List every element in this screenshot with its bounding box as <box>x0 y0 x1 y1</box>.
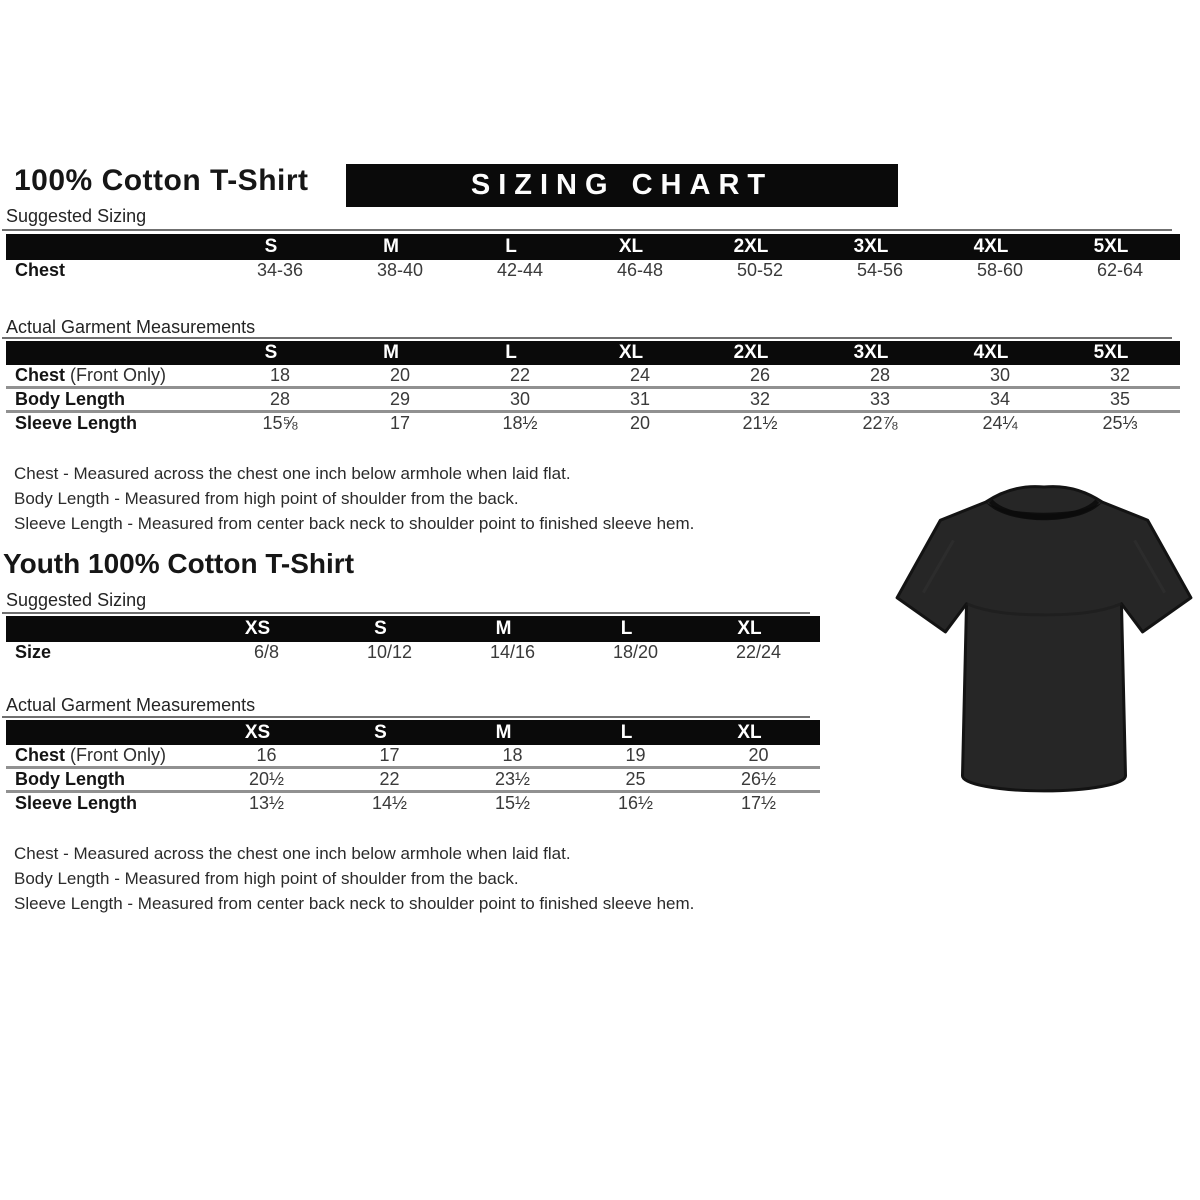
size-column-header: M <box>495 721 512 743</box>
size-column-header: S <box>264 236 278 257</box>
measurement-value: 28 <box>269 389 291 409</box>
tshirt-image <box>893 480 1195 806</box>
youth-suggested-header-row <box>6 616 820 642</box>
measurement-value: 20½ <box>248 769 285 789</box>
size-column-header: XL <box>737 618 762 639</box>
size-column-header: L <box>505 236 517 257</box>
adult-actual-measurements-table <box>6 341 1180 434</box>
youth-actual-measurements-table <box>6 720 820 814</box>
measurement-value: 18/20 <box>612 642 659 662</box>
size-column-header: 5XL <box>1093 236 1129 257</box>
measurement-value: 22⅞ <box>862 413 898 433</box>
table-row-chest <box>6 260 1180 281</box>
measurement-value: 20 <box>748 745 769 765</box>
measurement-value: 15½ <box>494 793 531 813</box>
measurement-value: 46-48 <box>616 260 664 280</box>
note-chest: Chest - Measured across the chest one inch below armhole when laid flat. <box>14 844 571 863</box>
measurement-value: 26 <box>749 365 771 385</box>
adult-actual-measurements-label: Actual Garment Measurements <box>6 317 256 337</box>
adult-suggested-sizing-table <box>6 234 1180 281</box>
measurement-value: 32 <box>749 389 771 409</box>
size-column-header: 2XL <box>733 236 769 257</box>
measurement-value: 34-36 <box>256 260 304 280</box>
measurement-value: 58-60 <box>976 260 1024 280</box>
measurement-value: 17 <box>389 413 411 433</box>
divider <box>2 716 810 718</box>
measurement-value: 34 <box>989 389 1011 409</box>
measurement-value: 54-56 <box>856 260 904 280</box>
row-label: Chest <box>15 260 66 280</box>
measurement-value: 6/8 <box>253 642 280 662</box>
measurement-value: 21½ <box>742 413 778 433</box>
size-column-header: L <box>620 721 633 743</box>
divider <box>2 229 1172 231</box>
row-label: Body Length <box>15 769 125 789</box>
row-label: Body Length <box>15 389 125 409</box>
measurement-value: 18 <box>269 365 291 385</box>
measurement-value: 38-40 <box>376 260 424 280</box>
measurement-value: 17 <box>379 745 400 765</box>
size-column-header: M <box>383 342 399 363</box>
measurement-value: 29 <box>389 389 411 409</box>
note-chest: Chest - Measured across the chest one inch below armhole when laid flat. <box>14 464 571 483</box>
size-column-header: S <box>374 721 387 743</box>
size-column-header: L <box>620 618 633 639</box>
measurement-value: 24 <box>629 365 651 385</box>
measurement-value: 50-52 <box>736 260 784 280</box>
size-column-header: M <box>495 618 512 639</box>
row-label-suffix: (Front Only) <box>65 745 167 765</box>
note-body-length: Body Length - Measured from high point of shoulder from the back. <box>14 869 519 888</box>
sizing-chart-banner-text: SIZING CHART <box>470 169 774 201</box>
size-column-header: 3XL <box>853 236 889 257</box>
table-row-body-length <box>6 766 820 790</box>
adult-suggested-sizing-label: Suggested Sizing <box>6 206 147 226</box>
measurement-value: 10/12 <box>366 642 413 662</box>
page-title: 100% Cotton T-Shirt <box>14 164 309 197</box>
measurement-value: 16 <box>256 745 277 765</box>
measurement-value: 18½ <box>502 413 538 433</box>
size-column-header: XL <box>737 721 762 743</box>
note-sleeve-length: Sleeve Length - Measured from center back neck to shoulder point to finished sleeve hem. <box>14 894 695 913</box>
size-column-header: S <box>264 342 278 363</box>
size-column-header: XS <box>244 721 271 743</box>
divider <box>2 612 810 614</box>
row-label: Sleeve Length <box>15 793 138 813</box>
size-column-header: 3XL <box>853 342 889 363</box>
size-column-header: XS <box>244 618 271 639</box>
table-row-sleeve-length <box>6 410 1180 434</box>
sizing-chart-banner <box>346 164 898 207</box>
table-row-sleeve-length <box>6 790 820 814</box>
size-column-header: 4XL <box>973 342 1009 363</box>
measurement-value: 25⅓ <box>1102 413 1138 433</box>
note-sleeve-length: Sleeve Length - Measured from center back neck to shoulder point to finished sleeve hem. <box>14 514 695 533</box>
measurement-value: 33 <box>869 389 891 409</box>
tshirt-graphic <box>893 480 1195 806</box>
size-column-header: S <box>374 618 387 639</box>
size-column-header: 5XL <box>1093 342 1129 363</box>
measurement-value: 22 <box>379 769 400 789</box>
youth-actual-header-row <box>6 720 820 745</box>
measurement-value: 25 <box>625 769 646 789</box>
measurement-value: 20 <box>389 365 411 385</box>
row-label: Size <box>15 642 52 662</box>
table-row-body-length <box>6 386 1180 410</box>
size-column-header: XL <box>618 342 644 363</box>
measurement-value: 15⅝ <box>262 413 298 433</box>
measurement-value: 42-44 <box>496 260 544 280</box>
adult-suggested-header-row <box>6 234 1180 260</box>
youth-measurement-notes <box>14 841 694 916</box>
measurement-value: 62-64 <box>1096 260 1144 280</box>
adult-measurement-notes <box>14 461 694 536</box>
measurement-value: 19 <box>625 745 646 765</box>
youth-suggested-sizing-table <box>6 616 820 663</box>
size-column-header: 4XL <box>973 236 1009 257</box>
divider <box>2 337 1172 339</box>
size-column-header: XL <box>618 236 644 257</box>
size-column-header: 2XL <box>733 342 769 363</box>
row-label-suffix: (Front Only) <box>65 365 167 385</box>
measurement-value: 31 <box>629 389 651 409</box>
measurement-value: 16½ <box>617 793 654 813</box>
measurement-value: 22 <box>509 365 531 385</box>
measurement-value: 20 <box>629 413 651 433</box>
adult-actual-header-row <box>6 341 1180 365</box>
size-column-header: L <box>505 342 517 363</box>
youth-section-title: Youth 100% Cotton T-Shirt <box>3 548 355 579</box>
table-row-size <box>6 642 820 663</box>
table-row-chest-front-only <box>6 365 1180 386</box>
measurement-value: 22/24 <box>735 642 782 662</box>
row-label: Chest (Front Only) <box>15 365 167 385</box>
row-label: Sleeve Length <box>15 413 138 433</box>
measurement-value: 17½ <box>740 793 777 813</box>
measurement-value: 28 <box>869 365 891 385</box>
measurement-value: 26½ <box>740 769 777 789</box>
note-body-length: Body Length - Measured from high point of shoulder from the back. <box>14 489 519 508</box>
measurement-value: 30 <box>509 389 531 409</box>
size-column-header: M <box>383 236 399 257</box>
measurement-value: 18 <box>502 745 523 765</box>
measurement-value: 23½ <box>494 769 531 789</box>
measurement-value: 14½ <box>371 793 408 813</box>
measurement-value: 14/16 <box>489 642 536 662</box>
table-row-chest-front-only <box>6 745 820 766</box>
measurement-value: 32 <box>1109 365 1131 385</box>
row-label: Chest (Front Only) <box>15 745 167 765</box>
youth-actual-measurements-label: Actual Garment Measurements <box>6 695 256 715</box>
measurement-value: 24¼ <box>982 413 1018 433</box>
measurement-value: 13½ <box>248 793 285 813</box>
measurement-value: 35 <box>1109 389 1131 409</box>
measurement-value: 30 <box>989 365 1011 385</box>
youth-suggested-sizing-label: Suggested Sizing <box>6 590 147 610</box>
